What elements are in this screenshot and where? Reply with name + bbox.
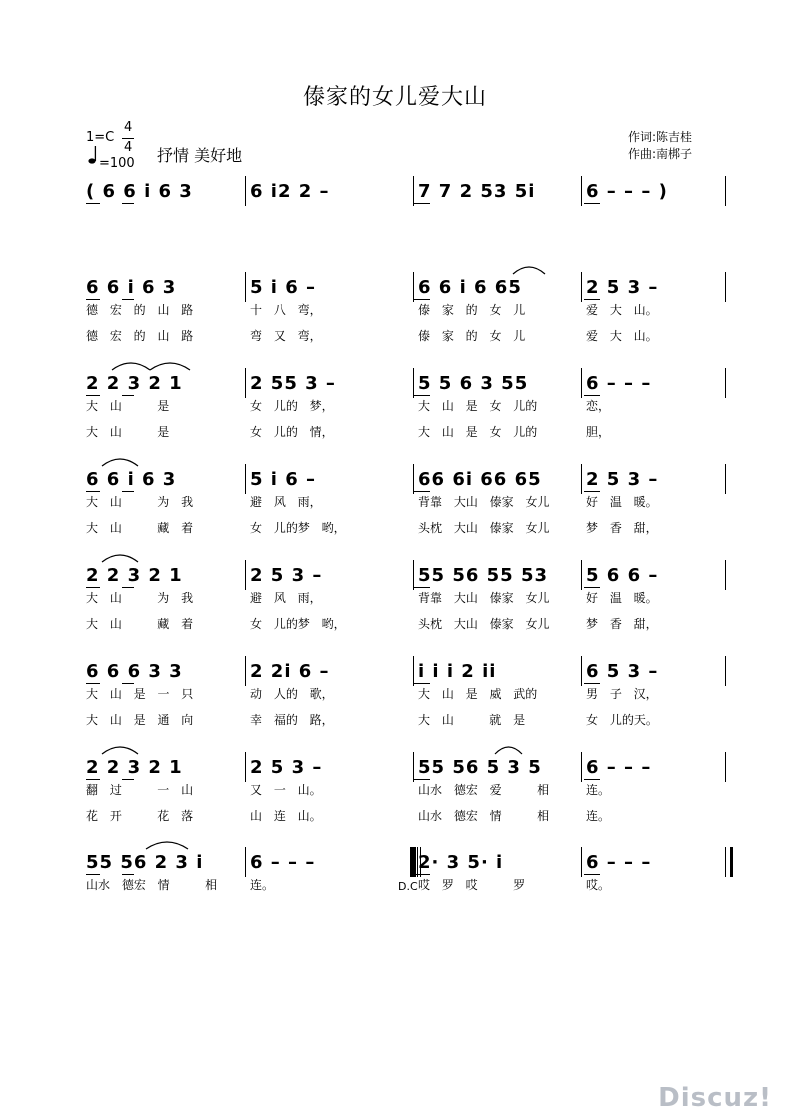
underline-beam <box>86 299 100 300</box>
underline-beam <box>86 491 100 492</box>
measure: 2 5 3 – <box>250 757 323 778</box>
lyric-measure: 傣 家 的 女 儿 <box>418 303 526 317</box>
underline-beam <box>122 683 134 684</box>
lyric-measure: 大 山 为 我 <box>86 495 194 509</box>
time-signature-bottom: 4 <box>124 140 133 155</box>
lyric-measure: 爱 大 山。 <box>586 303 658 317</box>
underline-beam <box>414 299 430 300</box>
underline-beam <box>122 874 134 875</box>
measure: 6 – – – <box>586 852 652 873</box>
underline-beam <box>122 491 134 492</box>
notation-row <box>0 564 790 588</box>
measure: 6 5 3 – <box>586 661 659 682</box>
bar-line <box>581 464 582 494</box>
bar-line <box>413 272 414 302</box>
underline-beam <box>584 683 600 684</box>
measure: 5 i 6 – <box>250 469 317 490</box>
bar-line <box>581 656 582 686</box>
lyric-measure: 山 连 山。 <box>250 809 322 823</box>
notation-row <box>0 756 790 780</box>
slur <box>513 267 545 274</box>
watermark: Discuz! <box>658 1083 772 1113</box>
bar-line <box>413 560 414 590</box>
underline-beam <box>122 203 134 204</box>
notation-row <box>0 180 790 204</box>
bar-line <box>413 176 414 206</box>
measure: 6 – – – <box>250 852 316 873</box>
lyric-measure: 大 山 是 女 儿的 <box>418 425 538 439</box>
lyric-line <box>0 518 790 538</box>
lyric-measure: 大 山 藏 着 <box>86 617 194 631</box>
repeat-bar <box>413 847 421 877</box>
underline-beam <box>86 683 100 684</box>
bar-line <box>581 752 582 782</box>
underline-beam <box>86 874 100 875</box>
lyric-measure: 山水 德宏 情 相 <box>86 878 218 892</box>
tempo-marking: =100 <box>99 156 135 171</box>
lyric-line <box>0 614 790 634</box>
lyric-measure: 头枕 大山 傣家 女儿 <box>418 617 550 631</box>
lyric-measure: 女 儿的天。 <box>586 713 658 727</box>
measure: ( 6 6 i 6 3 <box>86 181 193 202</box>
measure: 2· 3 5· i <box>418 852 504 873</box>
measure: 6 6 i 6 3 <box>86 469 177 490</box>
lyric-measure: 背靠 大山 傣家 女儿 <box>418 495 550 509</box>
lyric-measure: 傣 家 的 女 儿 <box>418 329 526 343</box>
measure: 6 6 i 6 3 <box>86 277 177 298</box>
lyric-measure: 大 山 就 是 <box>418 713 526 727</box>
underline-beam <box>122 587 134 588</box>
lyric-measure: 连。 <box>250 878 275 892</box>
lyric-line <box>0 684 790 704</box>
bar-line <box>245 752 246 782</box>
measure: 55 56 2 3 i <box>86 852 204 873</box>
bar-line <box>581 847 582 877</box>
lyric-measure: 头枕 大山 傣家 女儿 <box>418 521 550 535</box>
measure: i i i 2 ii <box>418 661 497 682</box>
bar-line <box>581 176 582 206</box>
lyric-measure: 十 八 弯， <box>250 303 322 317</box>
lyric-line <box>0 326 790 346</box>
lyric-measure: 梦 香 甜， <box>586 617 658 631</box>
lyric-measure: 大 山 是 <box>86 399 170 413</box>
underline-beam <box>86 395 100 396</box>
lyricist: 作词:陈吉桂 <box>628 130 693 144</box>
measure: 6 – – – <box>586 373 652 394</box>
bar-line <box>725 656 726 686</box>
bar-line <box>581 272 582 302</box>
measure: 6 – – – <box>586 757 652 778</box>
notation-row <box>0 276 790 300</box>
measure: 2 2 3 2 1 <box>86 757 183 778</box>
slur <box>112 363 150 370</box>
lyric-measure: 大 山 是 女 儿的 <box>418 399 538 413</box>
lyric-measure: 胆， <box>586 425 611 439</box>
measure: 6 6 i 6 65 <box>418 277 522 298</box>
lyric-line <box>0 875 790 895</box>
lyric-measure: 女 儿的梦 哟， <box>250 617 346 631</box>
measure: 7 7 2 53 5i <box>418 181 536 202</box>
measure: 2 2 3 2 1 <box>86 373 183 394</box>
lyric-measure: 大 山 是 一 只 <box>86 687 194 701</box>
composer: 作曲:南梆子 <box>628 147 693 161</box>
bar-line <box>725 464 726 494</box>
measure: 5 5 6 3 55 <box>418 373 529 394</box>
time-signature-top: 4 <box>124 120 133 135</box>
lyric-line <box>0 588 790 608</box>
bar-line <box>245 847 246 877</box>
lyric-measure: 大 山 藏 着 <box>86 521 194 535</box>
slur <box>102 555 138 562</box>
lyric-measure: 哎 罗 哎 罗 <box>418 878 526 892</box>
bar-line <box>413 368 414 398</box>
slur <box>495 747 522 754</box>
underline-beam <box>414 874 430 875</box>
underline-beam <box>414 683 430 684</box>
lyric-measure: 动 人的 歌， <box>250 687 334 701</box>
lyric-measure: 男 子 汉， <box>586 687 658 701</box>
bar-line <box>581 560 582 590</box>
bar-line <box>245 656 246 686</box>
bar-line <box>581 368 582 398</box>
lyric-measure: 连。 <box>586 809 611 823</box>
measure: 2 2i 6 – <box>250 661 330 682</box>
bar-line <box>413 752 414 782</box>
lyric-measure: 恋， <box>586 399 611 413</box>
lyric-measure: 女 儿的 情， <box>250 425 334 439</box>
bar-line <box>725 752 726 782</box>
underline-beam <box>86 779 100 780</box>
lyric-measure: 梦 香 甜， <box>586 521 658 535</box>
lyric-measure: 大 山 是 威 武的 <box>418 687 538 701</box>
bar-line <box>413 464 414 494</box>
lyric-line <box>0 710 790 730</box>
measure: 55 56 55 53 <box>418 565 548 586</box>
lyric-line <box>0 780 790 800</box>
lyric-measure: 女 儿的梦 哟， <box>250 521 346 535</box>
lyric-line <box>0 806 790 826</box>
bar-line <box>725 560 726 590</box>
measure: 5 6 6 – <box>586 565 659 586</box>
underline-beam <box>584 299 600 300</box>
measure: 2 5 3 – <box>250 565 323 586</box>
underline-beam <box>584 203 600 204</box>
bar-line <box>413 656 414 686</box>
lyric-measure: 爱 大 山。 <box>586 329 658 343</box>
bar-line <box>725 272 726 302</box>
underline-beam <box>584 587 600 588</box>
bar-line <box>245 272 246 302</box>
notation-row <box>0 660 790 684</box>
measure: 66 6i 66 65 <box>418 469 542 490</box>
lyric-measure: 连。 <box>586 783 611 797</box>
underline-beam <box>414 587 430 588</box>
underline-beam <box>86 203 100 204</box>
notation-row <box>0 468 790 492</box>
lyric-measure: 大 山 是 通 向 <box>86 713 194 727</box>
measure: 6 i2 2 – <box>250 181 330 202</box>
underline-beam <box>414 779 430 780</box>
underline-beam <box>414 203 430 204</box>
time-signature-bar <box>122 138 134 139</box>
bar-line <box>245 176 246 206</box>
lyric-measure: 花 开 花 落 <box>86 809 194 823</box>
lyric-measure: 德 宏 的 山 路 <box>86 303 194 317</box>
lyric-measure: 山水 德宏 爱 相 <box>418 783 550 797</box>
lyric-measure: 好 温 暖。 <box>586 591 658 605</box>
lyric-measure: 女 儿的 梦， <box>250 399 334 413</box>
lyric-measure: 翻 过 一 山 <box>86 783 194 797</box>
notation-row <box>0 372 790 396</box>
measure: 2 2 3 2 1 <box>86 565 183 586</box>
lyric-measure: 德 宏 的 山 路 <box>86 329 194 343</box>
underline-beam <box>414 395 430 396</box>
underline-beam <box>584 874 600 875</box>
lyric-measure: 大 山 是 <box>86 425 170 439</box>
bar-line <box>245 368 246 398</box>
da-capo-marking: D.C <box>398 880 418 893</box>
lyric-measure: 弯 又 弯， <box>250 329 322 343</box>
lyric-measure: 大 山 为 我 <box>86 591 194 605</box>
underline-beam <box>122 299 134 300</box>
measure: 6 – – – ) <box>586 181 668 202</box>
lyric-measure: 避 风 雨， <box>250 591 322 605</box>
lyric-measure: 背靠 大山 傣家 女儿 <box>418 591 550 605</box>
quarter-note-icon <box>88 146 97 164</box>
slur <box>102 747 138 754</box>
bar-line <box>725 847 733 877</box>
lyric-line <box>0 300 790 320</box>
measure: 2 55 3 – <box>250 373 336 394</box>
measure: 2 5 3 – <box>586 469 659 490</box>
key-signature: 1=C <box>86 130 115 145</box>
underline-beam <box>122 779 134 780</box>
slur <box>146 842 188 849</box>
lyric-measure: 避 风 雨， <box>250 495 322 509</box>
lyric-measure: 又 一 山。 <box>250 783 322 797</box>
lyric-measure: 好 温 暖。 <box>586 495 658 509</box>
underline-beam <box>584 395 600 396</box>
slur <box>102 459 138 466</box>
underline-beam <box>584 779 600 780</box>
lyric-measure: 幸 福的 路， <box>250 713 334 727</box>
underline-beam <box>414 491 430 492</box>
slur <box>150 363 190 370</box>
underline-beam <box>584 491 600 492</box>
song-title: 傣家的女儿爱大山 <box>302 85 487 110</box>
measure: 55 56 5 3 5 <box>418 757 542 778</box>
lyric-line <box>0 492 790 512</box>
bar-line <box>245 560 246 590</box>
notation-row <box>0 851 790 875</box>
underline-beam <box>86 587 100 588</box>
lyric-measure: 哎。 <box>586 878 611 892</box>
lyric-measure: 山水 德宏 情 相 <box>418 809 550 823</box>
lyric-line <box>0 396 790 416</box>
bar-line <box>725 368 726 398</box>
lyric-line <box>0 422 790 442</box>
measure: 2 5 3 – <box>586 277 659 298</box>
measure: 5 i 6 – <box>250 277 317 298</box>
bar-line <box>725 176 726 206</box>
measure: 6 6 6 3 3 <box>86 661 183 682</box>
expression-marking: 抒情 美好地 <box>157 146 243 165</box>
bar-line <box>245 464 246 494</box>
underline-beam <box>122 395 134 396</box>
